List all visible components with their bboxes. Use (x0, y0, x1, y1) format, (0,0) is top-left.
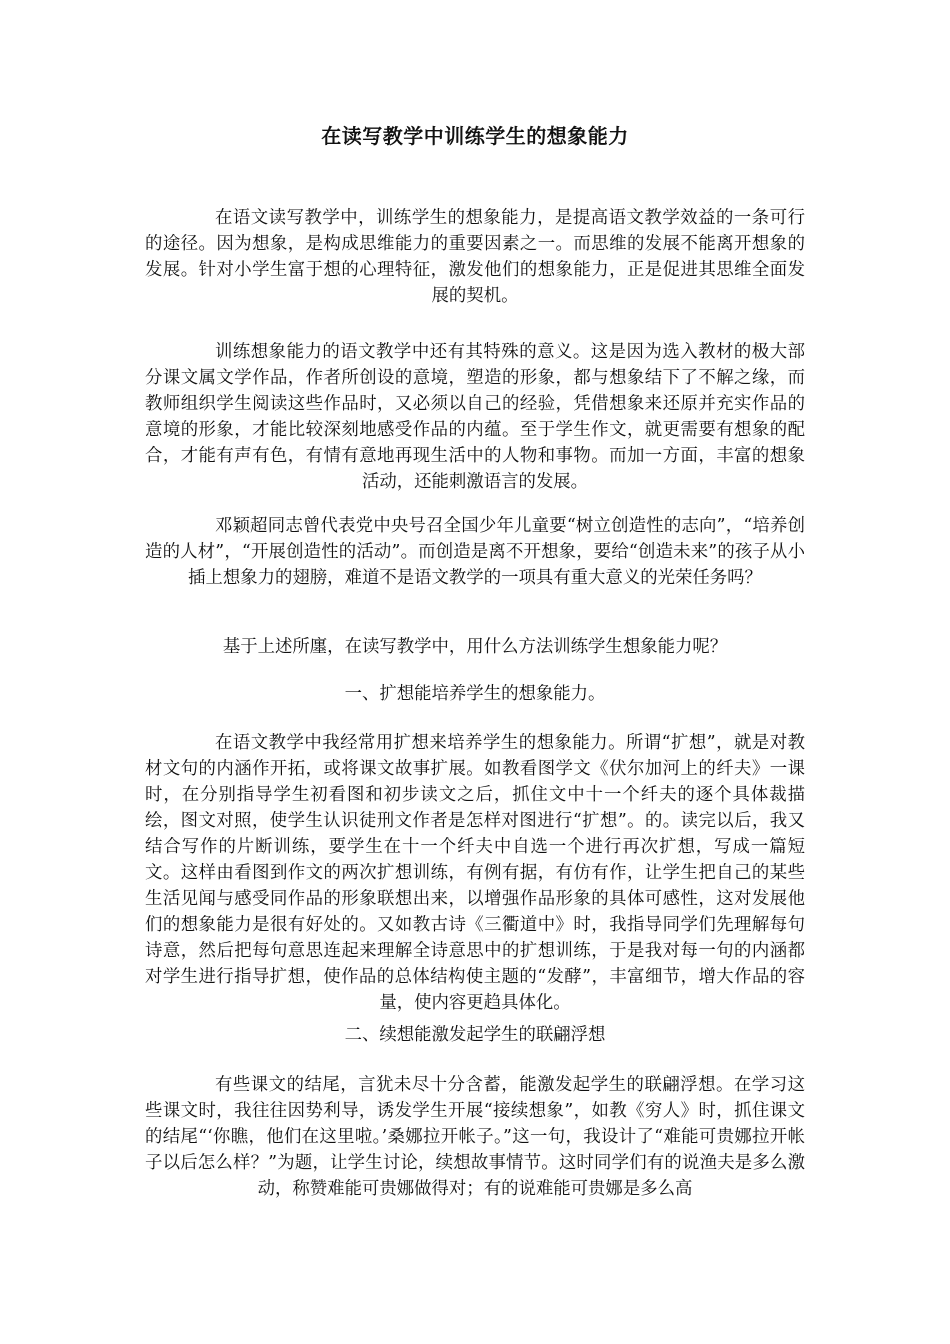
paragraph-quote: 邓颖超同志曾代表党中央号召全国少年儿童要“树立创造性的志向”，“培养创造的人材”，“开展创造性的活动”。而创造是离不开想象，要给“创造未来”的孩子从小插上想象力的翅膀，难道不是语文教学的一项具有重大意义的光荣任务吗？ (145, 516, 805, 588)
section-heading-2: 二、续想能激发起学生的联翩浮想 (344, 1025, 606, 1045)
paragraph-expansion: 在语文教学中我经常用扩想来培养学生的想象能力。所谓“扩想”，就是对教材文句的内涵作开拓，或将课文故事扩展。如教看图学文《伏尔加河上的纤夫》一课时，在分别指导学生初看图和初步读文之后，抓住文中十一个纤夫的逐个具体裁描绘，图文对照，使学生认识徒刑文作者是怎样对图进行“扩想”。的。读完以后，我又结合写作的片断训练，要学生在十一个纤夫中自选一个进行再次扩想，写成一篇短文。这样由看图到作文的两次扩想训练，有例有据，有仿有作，让学生把自己的某些生活见闻与感受同作品的形象联想出来，以增强作品形象的具体可感性，这对发展他们的想象能力是很有好处的。又如教古诗《三衢道中》时，我指导同学们先理解每句诗意，然后把每句意思连起来理解全诗意思中的扩想训练，于是我对每一句的内涵都对学生进行指导扩想，使作品的总体结构使主题的“发酵”，丰富细节，增大作品的容量，使内容更趋具体化。 (145, 733, 805, 1013)
paragraph-significance: 训练想象能力的语文教学中还有其特殊的意义。这是因为选入教材的极大部分课文属文学作品，作者所创设的意境，塑造的形象，都与想象结下了不解之缘，而教师组织学生阅读这些作品时，又必须以自己的经验，凭借想象来还原并充实作品的意境的形象，才能比较深刻地感受作品的内蕴。至于学生作文，就更需要有想象的配合，才能有声有色，有情有意地再现生活中的人物和事物。而加一方面，丰富的想象活动，还能刺激语言的发展。 (145, 342, 805, 492)
paragraph-intro: 在语文读写教学中，训练学生的想象能力，是提高语文教学效益的一条可行的途径。因为想象，是构成思维能力的重要因素之一。而思维的发展不能离开想象的发展。针对小学生富于想的心理特征，激发他们的想象能力，正是促进其思维全面发展的契机。 (145, 208, 805, 306)
section-heading-1: 一、扩想能培养学生的想象能力。 (344, 684, 606, 704)
document-title: 在读写教学中训练学生的想象能力 (321, 124, 629, 148)
paragraph-question: 基于上述所廛，在读写教学中，用什么方法训练学生想象能力呢？ (222, 637, 728, 657)
paragraph-continuation: 有些课文的结尾，言犹未尽十分含蓄，能激发起学生的联翩浮想。在学习这些课文时，我往往因势利导，诱发学生开展“接续想象”，如教《穷人》时，抓住课文的结尾“‘你瞧，他们在这里啦。’桑娜拉开帐子。”这一句，我设计了“难能可贵娜拉开帐子以后怎么样？”为题，让学生讨论，续想故事情节。这时同学们有的说渔夫是多么激动，称赞难能可贵娜做得对；有的说难能可贵娜是多么高 (145, 1075, 805, 1199)
